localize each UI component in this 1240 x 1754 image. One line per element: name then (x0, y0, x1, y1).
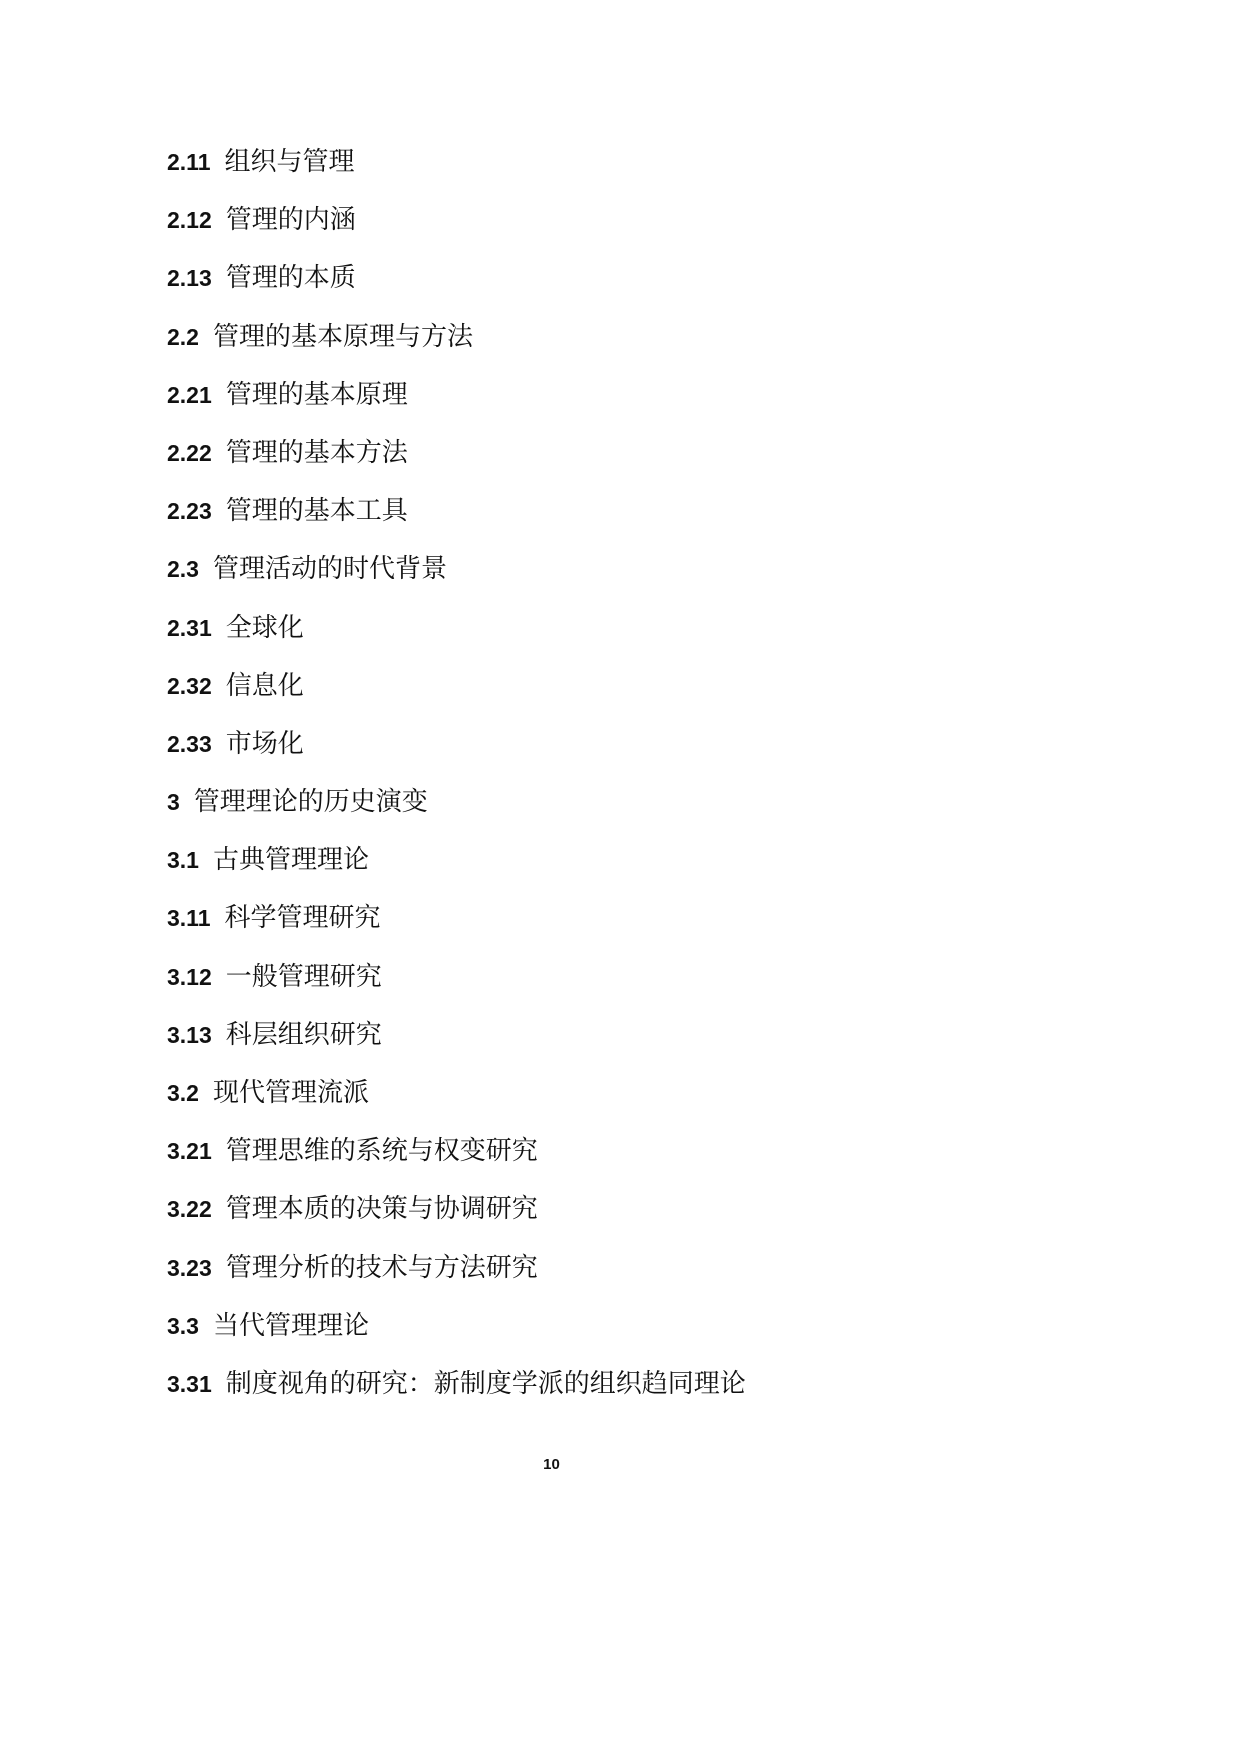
toc-entry (167, 543, 1047, 601)
toc-entry-title: 管理本质的决策与协调研究 (225, 1194, 538, 1225)
toc-entry-title: 市场化 (225, 728, 304, 759)
toc-entry (167, 951, 1047, 1009)
toc-entry-title: 管理的基本方法 (225, 437, 408, 468)
table-of-contents (167, 136, 1047, 1416)
toc-entry-number: 2.22 (167, 439, 212, 466)
toc-entry (167, 136, 1047, 194)
toc-entry-number: 2.32 (167, 672, 212, 699)
toc-entry-number: 3.12 (167, 963, 212, 990)
toc-entry (167, 1067, 1047, 1125)
toc-entry (167, 311, 1047, 369)
toc-entry-number: 2.12 (167, 207, 212, 234)
toc-entry (167, 194, 1047, 252)
toc-entry-number: 3.13 (167, 1021, 212, 1048)
toc-entry-number: 3.11 (167, 905, 211, 932)
toc-entry-title: 管理活动的时代背景 (212, 554, 447, 585)
toc-entry-number: 2.21 (167, 381, 212, 408)
toc-entry-number: 2.13 (167, 265, 212, 292)
toc-entry-number: 2.3 (167, 556, 199, 583)
toc-entry-title: 管理分析的技术与方法研究 (225, 1252, 538, 1283)
toc-entry-number: 2.2 (167, 323, 199, 350)
toc-entry (167, 660, 1047, 718)
toc-entry-title: 管理的基本原理 (225, 379, 408, 410)
toc-entry-title: 当代管理理论 (212, 1310, 369, 1341)
toc-entry-title: 科学管理研究 (224, 903, 381, 934)
toc-entry (167, 718, 1047, 776)
toc-entry-number: 3.2 (167, 1080, 199, 1106)
toc-entry (167, 892, 1047, 950)
toc-entry-number: 3.1 (167, 847, 199, 874)
toc-entry-number: 2.31 (167, 614, 212, 641)
toc-entry (167, 776, 1047, 834)
toc-entry (167, 427, 1047, 485)
toc-entry-title: 管理理论的历史演变 (193, 787, 428, 818)
toc-entry-title: 信息化 (225, 670, 304, 701)
toc-entry (167, 834, 1047, 892)
toc-entry-number: 3.21 (167, 1138, 212, 1165)
toc-entry (167, 252, 1047, 310)
toc-entry (167, 369, 1047, 427)
toc-entry-title: 管理的基本工具 (225, 496, 408, 527)
toc-entry-title: 管理的本质 (225, 263, 356, 294)
toc-entry (167, 1242, 1047, 1300)
toc-entry-number: 2.11 (167, 149, 211, 175)
toc-entry-number: 3 (167, 789, 180, 816)
toc-entry-title: 全球化 (225, 612, 304, 643)
toc-entry-number: 2.33 (167, 730, 212, 757)
page-number: 10 (543, 1456, 560, 1473)
toc-entry-number: 3.22 (167, 1196, 212, 1223)
toc-entry-title: 一般管理研究 (225, 961, 382, 992)
toc-entry-title: 管理思维的系统与权变研究 (225, 1136, 538, 1167)
toc-entry-title: 管理的基本原理与方法 (212, 321, 473, 352)
toc-entry-title: 组织与管理 (224, 147, 355, 177)
toc-entry (167, 485, 1047, 543)
toc-entry-number: 3.31 (167, 1370, 212, 1397)
toc-entry-title: 现代管理流派 (212, 1078, 369, 1108)
toc-entry (167, 1125, 1047, 1183)
toc-entry-number: 3.23 (167, 1254, 212, 1281)
toc-entry (167, 1009, 1047, 1067)
toc-entry (167, 1183, 1047, 1241)
toc-entry-number: 3.3 (167, 1312, 199, 1339)
toc-entry (167, 1300, 1047, 1358)
toc-entry (167, 602, 1047, 660)
toc-entry (167, 1358, 1047, 1416)
toc-entry-number: 2.23 (167, 498, 212, 525)
toc-entry-title: 古典管理理论 (212, 845, 369, 876)
toc-entry-title: 制度视角的研究：新制度学派的组织趋同理论 (225, 1368, 746, 1399)
toc-entry-title: 科层组织研究 (225, 1019, 382, 1050)
toc-entry-title: 管理的内涵 (225, 205, 356, 236)
